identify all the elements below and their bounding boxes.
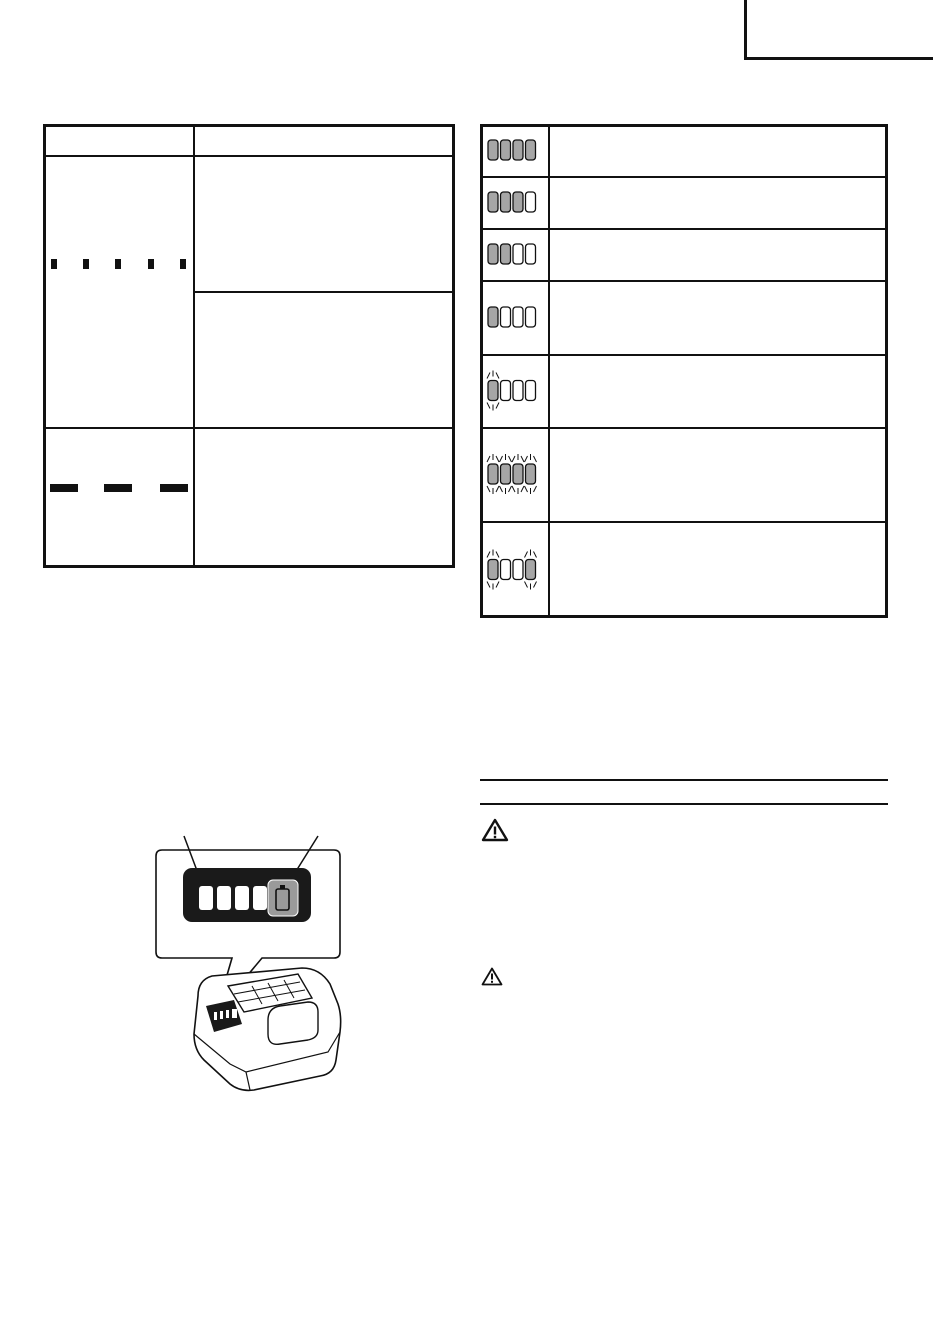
blink-ray [496, 582, 499, 588]
lamp-indicator-icon [485, 228, 545, 280]
page-language-tab [744, 0, 933, 60]
blink-ray [487, 552, 490, 558]
row-divider [193, 291, 455, 293]
lamp [501, 192, 511, 212]
blink-ray [509, 486, 512, 492]
lamp [488, 381, 498, 401]
signal-long-mark [160, 484, 188, 492]
lamp [513, 381, 523, 401]
blink-ray [534, 456, 537, 462]
lamp [488, 307, 498, 327]
lamp [488, 140, 498, 160]
blink-ray [525, 486, 528, 492]
blink-ray [525, 456, 528, 462]
lamp [488, 244, 498, 264]
table-frame [43, 124, 455, 568]
blink-ray [534, 552, 537, 558]
blink-ray [500, 456, 503, 462]
blink-ray [496, 486, 499, 492]
blink-ray [496, 552, 499, 558]
lamp [526, 464, 536, 484]
blink-ray [512, 456, 515, 462]
lamp-indicator-icon [485, 521, 545, 618]
lamp [526, 192, 536, 212]
lamp [526, 381, 536, 401]
charger-signal-table [43, 124, 455, 568]
signal-long-mark [104, 484, 132, 492]
lamp [501, 307, 511, 327]
column-divider [193, 124, 195, 568]
blink-ray [512, 486, 515, 492]
blink-ray [487, 456, 490, 462]
lamp [501, 140, 511, 160]
signal-blink-mark [148, 259, 154, 269]
lamp [513, 244, 523, 264]
lamp-indicator-icon [485, 176, 545, 228]
lamp [501, 381, 511, 401]
lamp [526, 244, 536, 264]
blink-ray [509, 456, 512, 462]
signal-long-mark [50, 484, 78, 492]
blink-ray [525, 582, 528, 588]
lamp [526, 307, 536, 327]
section-rule [480, 779, 888, 781]
signal-blink-mark [180, 259, 186, 269]
lamp [501, 560, 511, 580]
blink-ray [500, 486, 503, 492]
section-rule [480, 803, 888, 805]
lamp [526, 140, 536, 160]
lamp [488, 192, 498, 212]
lamp [513, 560, 523, 580]
signal-blink-mark [83, 259, 89, 269]
lamp [488, 464, 498, 484]
battery-pack-icon [150, 828, 350, 1098]
remaining-battery-table [480, 124, 888, 618]
blink-ray [521, 486, 524, 492]
signal-blink-mark [115, 259, 121, 269]
lamp-indicator-icon [485, 354, 545, 427]
lamp [513, 307, 523, 327]
lamp [513, 464, 523, 484]
header-divider [43, 155, 455, 157]
lamp-indicator-icon [485, 280, 545, 354]
blink-ray [521, 456, 524, 462]
blink-ray [487, 403, 490, 409]
column-divider [548, 124, 550, 618]
blink-ray [496, 373, 499, 379]
row-divider [43, 427, 455, 429]
blink-ray [487, 582, 490, 588]
lamp [513, 140, 523, 160]
blink-ray [534, 486, 537, 492]
lamp-indicator-icon [485, 124, 545, 176]
blink-ray [525, 552, 528, 558]
blink-ray [534, 582, 537, 588]
blink-ray [487, 373, 490, 379]
warning-triangle-icon [481, 967, 503, 986]
lamp [526, 560, 536, 580]
lamp [501, 244, 511, 264]
blink-ray [487, 486, 490, 492]
lamp [488, 560, 498, 580]
lamp [501, 464, 511, 484]
blink-ray [496, 456, 499, 462]
signal-blink-mark [51, 259, 57, 269]
blink-ray [496, 403, 499, 409]
lamp [513, 192, 523, 212]
lamp-indicator-icon [485, 427, 545, 521]
warning-triangle-icon [481, 818, 509, 842]
